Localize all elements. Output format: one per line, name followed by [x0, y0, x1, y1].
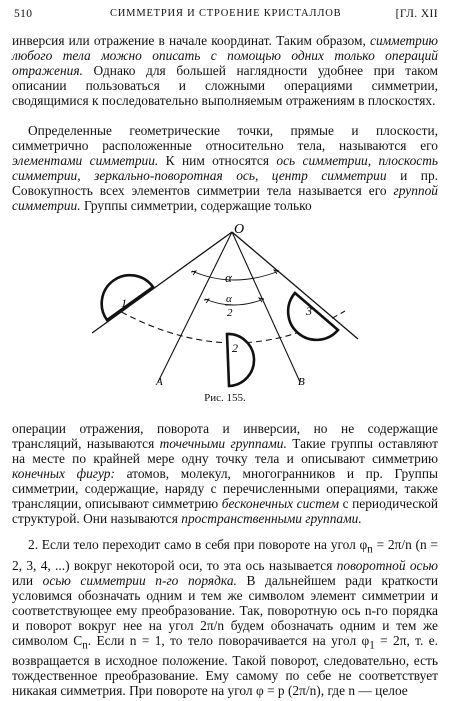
label-3: 3 — [306, 304, 312, 318]
italic-run: пространственными группами. — [181, 511, 362, 526]
paragraph-3 — [12, 421, 438, 526]
angle-arc-alpha-half — [205, 299, 264, 305]
text-run: или — [12, 572, 43, 588]
text-run: с периодической структурой. Они называются — [12, 496, 438, 526]
running-title: СИММЕТРИЯ И СТРОЕНИЕ КРИСТАЛЛОВ — [110, 8, 342, 19]
text-run: = 2π/n (n = 2, 3, 4, ...) вокруг некоторой оси, то эта ось называется — [12, 537, 438, 573]
italic-run: ось симметрии, плоскость симметрии, зеркально-поворотная ось, центр симметрии — [12, 153, 438, 183]
text-run: Однако для большей наглядности удобнее при таком описании пользоваться и сложными операциями симметрии, сводящимися к последовательно выполняемым отражениям в плоскостях. — [12, 63, 438, 108]
label-alpha-half-denominator: 2 — [227, 307, 233, 319]
running-header — [14, 8, 438, 24]
text-run: 2. Если тело переходит само в себя при повороте на угол φ — [28, 537, 368, 552]
label-2: 2 — [232, 341, 238, 355]
subscript: 1 — [369, 639, 375, 652]
arrowhead-icon — [191, 271, 196, 275]
text-run: В дальнейшем ради краткости условимся обозначать одним и тем же символом элемент симметрии и соответствующее ему преобразование. Так, поворотную ось n-го порядка и поворот вокруг нее на угол 2π/n будем обозначать одним и тем же символом C — [12, 572, 438, 648]
italic-run: симметрию любого тела можно описать с помощью одних только операций отражения. — [12, 33, 438, 78]
text-run: и пр. Совокупность всех элементов симметрии тела называется его — [12, 168, 438, 198]
label-b: B — [298, 376, 305, 388]
italic-run: точечными группами. — [159, 436, 287, 451]
figure-155 — [92, 219, 362, 389]
italic-run: осью симметрии n-го порядка. — [42, 572, 237, 588]
text-run: Такие группы оставляют на месте по крайней мере одну точку тела и описывают симметрию — [12, 436, 438, 466]
label-1: 1 — [121, 296, 127, 310]
page-number: 510 — [14, 8, 33, 20]
chapter-label: [ГЛ. XII — [395, 8, 438, 20]
paragraph-1 — [12, 33, 438, 108]
italic-run: элементами симметрии. — [12, 153, 159, 168]
text-run: инверсия или отражение в начале координат. Таким образом, — [12, 33, 370, 48]
half-disk-1 — [102, 275, 153, 320]
label-a: A — [156, 376, 163, 388]
subscript: n — [367, 543, 373, 556]
text-run: . Если n = 1, то тело поворачивается на угол φ — [87, 632, 370, 648]
arrowhead-icon — [204, 299, 209, 303]
angle-arc-alpha — [192, 271, 279, 280]
label-alpha-half-numerator: α — [226, 293, 232, 305]
axis-a-line — [158, 232, 232, 382]
text-run: атомов, молекул, многогранников и пр. Группы симметрии, содержащие, наряду с перечисленными операциями, также трансляции, описывают симметрию — [12, 466, 438, 511]
text-run: операции отражения, поворота и инверсии, но не содержащие трансляций, называются — [12, 421, 438, 451]
paragraph-2 — [12, 123, 438, 213]
paragraph-4 — [12, 537, 438, 698]
italic-run: группой симметрии. — [12, 183, 438, 213]
label-o: O — [234, 222, 245, 237]
italic-run: поворотной осью — [336, 557, 438, 573]
figure-caption: Рис. 155. — [204, 392, 246, 404]
text-run: = 2π, т. е. возвращается в исходное положение. Такой поворот, следовательно, есть тождественное преобразование. Ему самому по себе не соответствует никакая симметрия. При повороте на угол φ = p (2π/n), где n — целое — [12, 632, 438, 699]
label-alpha: α — [225, 270, 232, 285]
italic-run: бесконечных систем — [221, 496, 340, 511]
text-run: К ним относятся — [158, 153, 277, 168]
subscript: n — [82, 639, 88, 652]
text-run: Группы симметрии, содержащие только — [80, 198, 312, 213]
text-run: Определенные геометрические точки, прямые и плоскости, симметрично расположенные относительно тела, называются его — [12, 123, 438, 153]
figure-drawing — [92, 219, 362, 389]
italic-run: конечных фигур: — [12, 466, 115, 481]
